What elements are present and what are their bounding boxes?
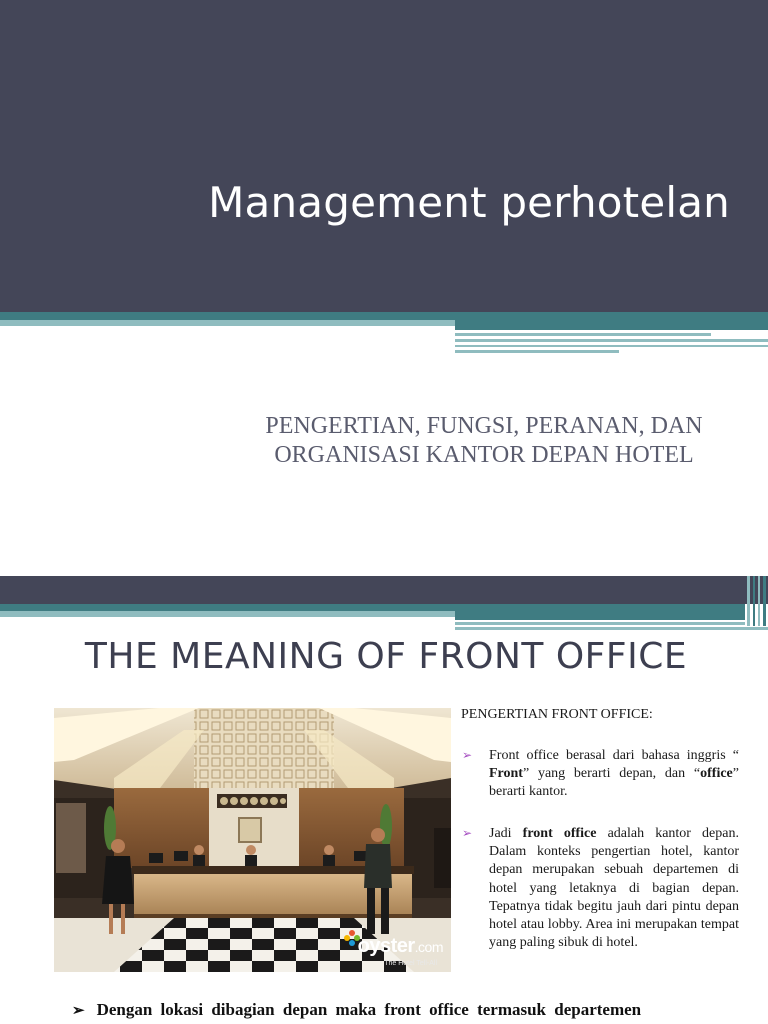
hotel-lobby-photo [54, 708, 451, 972]
bullet-arrow-icon: ➢ [72, 1003, 85, 1019]
bullet-arrow-icon: ➢ [462, 826, 473, 840]
section-label: PENGERTIAN FRONT OFFICE: [461, 707, 653, 722]
presentation-title: Management perhotelan [208, 178, 730, 227]
bullet-arrow-icon: ➢ [462, 748, 473, 762]
bottom-bullet: ➢ Dengan lokasi dibagian depan maka front office termasuk departemen [72, 1000, 642, 1019]
oyster-watermark: oyster.com [357, 935, 443, 957]
header-band [0, 576, 768, 604]
title-band [0, 0, 768, 312]
bullet-item: Jadi front office adalah kantor depan. Dalam konteks pengertian hotel, kantor depan merupakan sebuah departemen di hotel yang letaknya di bagian depan. Tepatnya tidak begitu jauh dari pintu depan hotel atau lobby. Area ini merupakan tempat yang paling sibuk di hotel. [489, 826, 739, 951]
content-slide [0, 576, 768, 1024]
presentation-subtitle [200, 412, 768, 470]
slide-heading: THE MEANING OF FRONT OFFICE [84, 636, 688, 677]
subtitle-line: ORGANISASI KANTOR DEPAN HOTEL [274, 442, 694, 468]
subtitle-line: PENGERTIAN, FUNGSI, PERANAN, DAN [265, 413, 703, 439]
bullet-item: Front office berasal dari bahasa inggris “ Front” yang berarti depan, dan “office” berarti kantor. [489, 748, 739, 800]
watermark-tagline: The Hotel Tell-All [384, 960, 437, 967]
